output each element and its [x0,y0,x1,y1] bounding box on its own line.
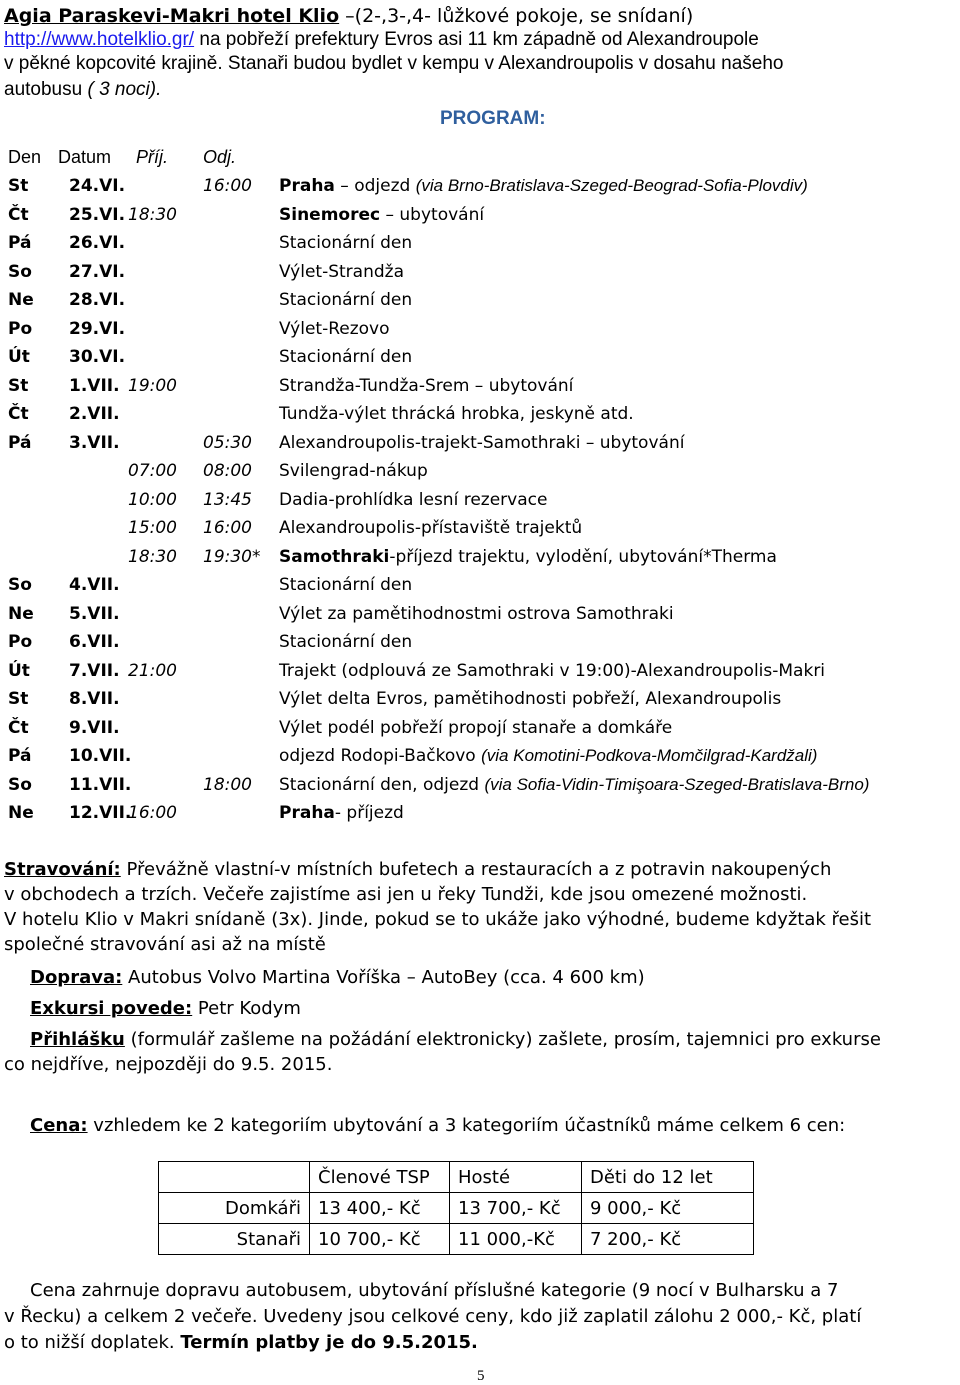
schedule-day: St [8,689,29,709]
food-line2: v obchodech a trzích. Večeře zajistíme asi jen u řeky Tundži, kde jsou omezené možnosti. [4,884,808,905]
schedule-date: 30.VI. [69,347,126,367]
schedule-description [279,547,777,567]
schedule-date: 7.VII. [69,660,120,681]
payment-deadline: Termín platby je do 9.5.2015. [180,1332,478,1353]
schedule-text: Výlet za pamětihodnostmi ostrova Samothraki [279,603,674,624]
schedule-description [279,205,484,225]
col-arrival: Příj. [136,147,169,167]
food-line1 [4,858,831,882]
schedule-date: 27.VI. [69,261,126,282]
price-cell: 9 000,- Kč [582,1193,754,1224]
price-cell: 13 700,- Kč [450,1193,582,1224]
schedule-date: 28.VI. [69,290,126,310]
page-number: 5 [477,1368,485,1384]
schedule-text: Stacionární den [279,233,413,253]
schedule-description [279,262,404,282]
schedule-row [0,604,960,632]
price-label: Cena: [30,1115,88,1136]
price-cell: Děti do 12 let [582,1162,754,1193]
schedule-date: 6.VII. [69,632,120,652]
schedule-description [279,718,672,738]
schedule-row [0,775,960,803]
guide-line [30,997,301,1021]
schedule-day: Pá [8,432,32,453]
food-label: Stravování: [4,859,121,880]
schedule-row [0,518,960,546]
schedule-row [0,433,960,461]
schedule-text: Výlet delta Evros, pamětihodnosti pobřeží, Alexandroupolis [279,689,782,709]
schedule-text: Alexandroupolis-přístaviště trajektů [279,518,583,538]
schedule-text: Výlet podél pobřeží propojí stanaře a domkáře [279,717,673,738]
schedule-date: 24.VI. [69,176,126,196]
schedule-date: 5.VII. [69,603,120,624]
schedule-day: St [8,176,29,196]
schedule-day: So [8,261,32,282]
schedule-description [279,319,390,339]
schedule-row [0,404,960,432]
price-row [159,1224,754,1255]
schedule-date: 4.VII. [69,575,120,595]
schedule-arrival: 16:00 [128,803,177,823]
schedule-row [0,319,960,347]
schedule-description [279,604,674,624]
schedule-departure: 13:45 [203,489,252,510]
schedule-text: Výlet-Rezovo [279,318,390,339]
schedule-date: 11.VII. [69,774,132,795]
schedule-row [0,803,960,831]
schedule-arrival: 19:00 [128,375,177,396]
footer-text3: o to nižší doplatek. [4,1332,181,1353]
schedule-description [279,433,684,453]
schedule-day: Čt [8,204,29,225]
price-table [158,1161,754,1255]
schedule-date: 29.VI. [69,318,126,339]
price-cell: 7 200,- Kč [582,1224,754,1255]
schedule-description [279,632,412,652]
schedule-description [279,575,412,595]
schedule-row [0,661,960,689]
schedule-day: Pá [8,233,32,253]
hotel-line [4,4,693,28]
schedule-text: Tundža-výlet thrácká hrobka, jeskyně atd. [279,404,634,424]
schedule-row [0,461,960,489]
footer-line1: Cena zahrnuje dopravu autobusem, ubytování příslušné kategorie (9 nocí v Bulharsku a 7 [30,1280,839,1301]
schedule-text: – odjezd [334,176,416,196]
schedule-day: Čt [8,717,29,738]
schedule-description [279,490,547,510]
schedule-departure: 16:00 [203,518,252,538]
schedule-text: Svilengrad-nákup [279,461,428,481]
guide-text: Petr Kodym [192,998,301,1019]
schedule-day: Út [8,660,30,681]
location-text: na pobřeží prefektury Evros asi 11 km západně od Alexandroupole [194,29,759,50]
schedule-day: Po [8,632,33,652]
col-departure: Odj. [203,147,237,167]
schedule-place: Praha [279,803,335,823]
schedule-text: Alexandroupolis-trajekt-Samothraki – ubytování [279,432,685,453]
schedule-description [279,518,582,538]
schedule-description [279,347,412,367]
schedule-text: Stacionární den [279,290,413,310]
schedule-text: Stacionární den [279,632,413,652]
schedule-date: 25.VI. [69,204,126,225]
schedule-place: Sinemorec [279,204,381,225]
schedule-text: - příjezd [334,803,404,823]
schedule-day: Ne [8,803,34,823]
guide-label: Exkursi povede: [30,998,193,1019]
price-header-row [159,1162,754,1193]
schedule-row [0,376,960,404]
application-label: Přihlášku [30,1029,125,1050]
schedule-day: Ne [8,290,34,310]
schedule-description [279,376,573,396]
schedule-text: odjezd Rodopi-Bačkovo [279,746,482,766]
price-cell: 10 700,- Kč [310,1224,450,1255]
schedule-place: Praha [279,176,335,196]
food-text1: Převážně vlastní-v místních bufetech a restauracích a z potravin nakoupených [120,859,832,880]
schedule-date: 2.VII. [69,404,120,424]
schedule-day: So [8,575,32,595]
application-text1: (formulář zašleme na požádání elektronicky) zašlete, prosím, tajemnici pro exkurse [124,1029,881,1050]
transport-line [30,966,645,990]
price-cell: 13 400,- Kč [310,1193,450,1224]
footer-line3 [4,1331,478,1355]
schedule-row [0,689,960,717]
schedule-text: Výlet-Strandža [279,261,404,282]
schedule-route: (via Brno-Bratislava-Szeged-Beograd-Sofia-Plovdiv) [415,176,808,195]
bus-text: autobusu [4,79,88,100]
schedule-date: 12.VII. [69,803,132,823]
schedule-day: Pá [8,746,32,766]
application-line2: co nejdříve, nejpozději do 9.5. 2015. [4,1054,333,1075]
schedule-text: Stacionární den, odjezd [279,774,485,795]
col-day: Den [8,147,42,167]
price-cell [159,1162,310,1193]
schedule-date: 3.VII. [69,432,120,453]
schedule-row [0,233,960,261]
price-cell: Domkáři [159,1193,310,1224]
schedule-text: Stacionární den [279,347,413,367]
header-line4 [4,78,161,102]
schedule-date: 8.VII. [69,689,120,709]
price-cell: Členové TSP [310,1162,450,1193]
schedule-route: (via Sofia-Vidin-Timişoara-Szeged-Bratislava-Brno) [484,774,870,794]
schedule-text: Dadia-prohlídka lesní rezervace [279,489,548,510]
schedule-departure: 19:30* [203,546,261,567]
schedule-row [0,490,960,518]
schedule-departure: 05:30 [203,432,252,453]
schedule-row [0,746,960,774]
price-row [159,1193,754,1224]
price-cell: 11 000,-Kč [450,1224,582,1255]
transport-text: Autobus Volvo Martina Voříška – AutoBey (cca. 4 600 km) [122,967,645,988]
food-line4: společné stravování asi až na místě [4,934,326,955]
hotel-url-link[interactable]: http://www.hotelklio.gr/ [4,29,195,50]
schedule-day: So [8,774,32,795]
schedule-day: Ne [8,603,34,624]
price-line [30,1114,845,1138]
food-line3: V hotelu Klio v Makri snídaně (3x). Jinde, pokud se to ukáže jako výhodné, budeme kdyžtak řešit [4,909,872,930]
program-title: PROGRAM: [440,108,546,129]
schedule-date: 9.VII. [69,717,120,738]
price-cell: Hosté [450,1162,582,1193]
schedule-route: (via Komotini-Podkova-Momčilgrad-Kardžali) [481,746,818,765]
header-line3: v pěkné kopcovité krajině. Stanaři budou bydlet v kempu v Alexandroupolis v dosahu našeho [4,53,784,74]
schedule-description [279,233,412,253]
url-line [4,28,759,52]
schedule-description [279,803,404,823]
schedule-description [279,461,428,481]
schedule-description [279,746,817,766]
schedule-text: -příjezd trajektu, vylodění, ubytování*Therma [389,546,777,567]
schedule-date: 1.VII. [69,375,120,396]
schedule-row [0,632,960,660]
schedule-description [279,689,781,709]
schedule-description [279,661,825,681]
schedule-day: Po [8,318,33,339]
schedule-day: Čt [8,404,29,424]
schedule-date: 26.VI. [69,233,126,253]
application-line1 [30,1028,881,1052]
schedule-day: St [8,375,29,396]
schedule-row [0,347,960,375]
footer-line2: v Řecku) a celkem 2 večeře. Uvedeny jsou celkové ceny, kdo již zaplatil zálohu 2 000,- Kč, platí [4,1306,862,1327]
nights-text: ( 3 noci). [87,79,162,100]
schedule-row [0,547,960,575]
col-date: Datum [58,147,112,167]
schedule-text: Trajekt (odplouvá ze Samothraki v 19:00)-Alexandroupolis-Makri [279,660,826,681]
schedule-arrival: 18:30 [128,204,177,225]
hotel-rooms: –(2-,3-,4- lůžkové pokoje, se snídaní) [339,5,694,27]
schedule-row [0,575,960,603]
schedule-day: Út [8,347,30,367]
schedule-row [0,718,960,746]
schedule-place: Samothraki [279,546,390,567]
schedule-row [0,290,960,318]
schedule-date: 10.VII. [69,746,132,766]
schedule-description [279,775,869,795]
schedule-arrival: 15:00 [128,518,177,538]
price-cell: Stanaři [159,1224,310,1255]
schedule-arrival: 10:00 [128,489,177,510]
schedule-arrival: 18:30 [128,546,177,567]
schedule-arrival: 07:00 [128,461,177,481]
schedule-departure: 16:00 [203,176,252,196]
transport-label: Doprava: [30,967,123,988]
schedule-row [0,176,960,204]
schedule-description [279,290,412,310]
schedule-departure: 08:00 [203,461,252,481]
schedule-text: Strandža-Tundža-Srem – ubytování [279,375,574,396]
schedule-arrival: 21:00 [128,660,177,681]
schedule-text: Stacionární den [279,575,413,595]
schedule-departure: 18:00 [203,774,252,795]
schedule-description [279,404,634,424]
schedule-row [0,205,960,233]
schedule-description [279,176,808,196]
schedule-text: – ubytování [380,204,485,225]
schedule-row [0,262,960,290]
price-text: vzhledem ke 2 kategoriím ubytování a 3 kategoriím účastníků máme celkem 6 cen: [87,1115,846,1136]
hotel-name: Agia Paraskevi-Makri hotel Klio [4,5,340,27]
